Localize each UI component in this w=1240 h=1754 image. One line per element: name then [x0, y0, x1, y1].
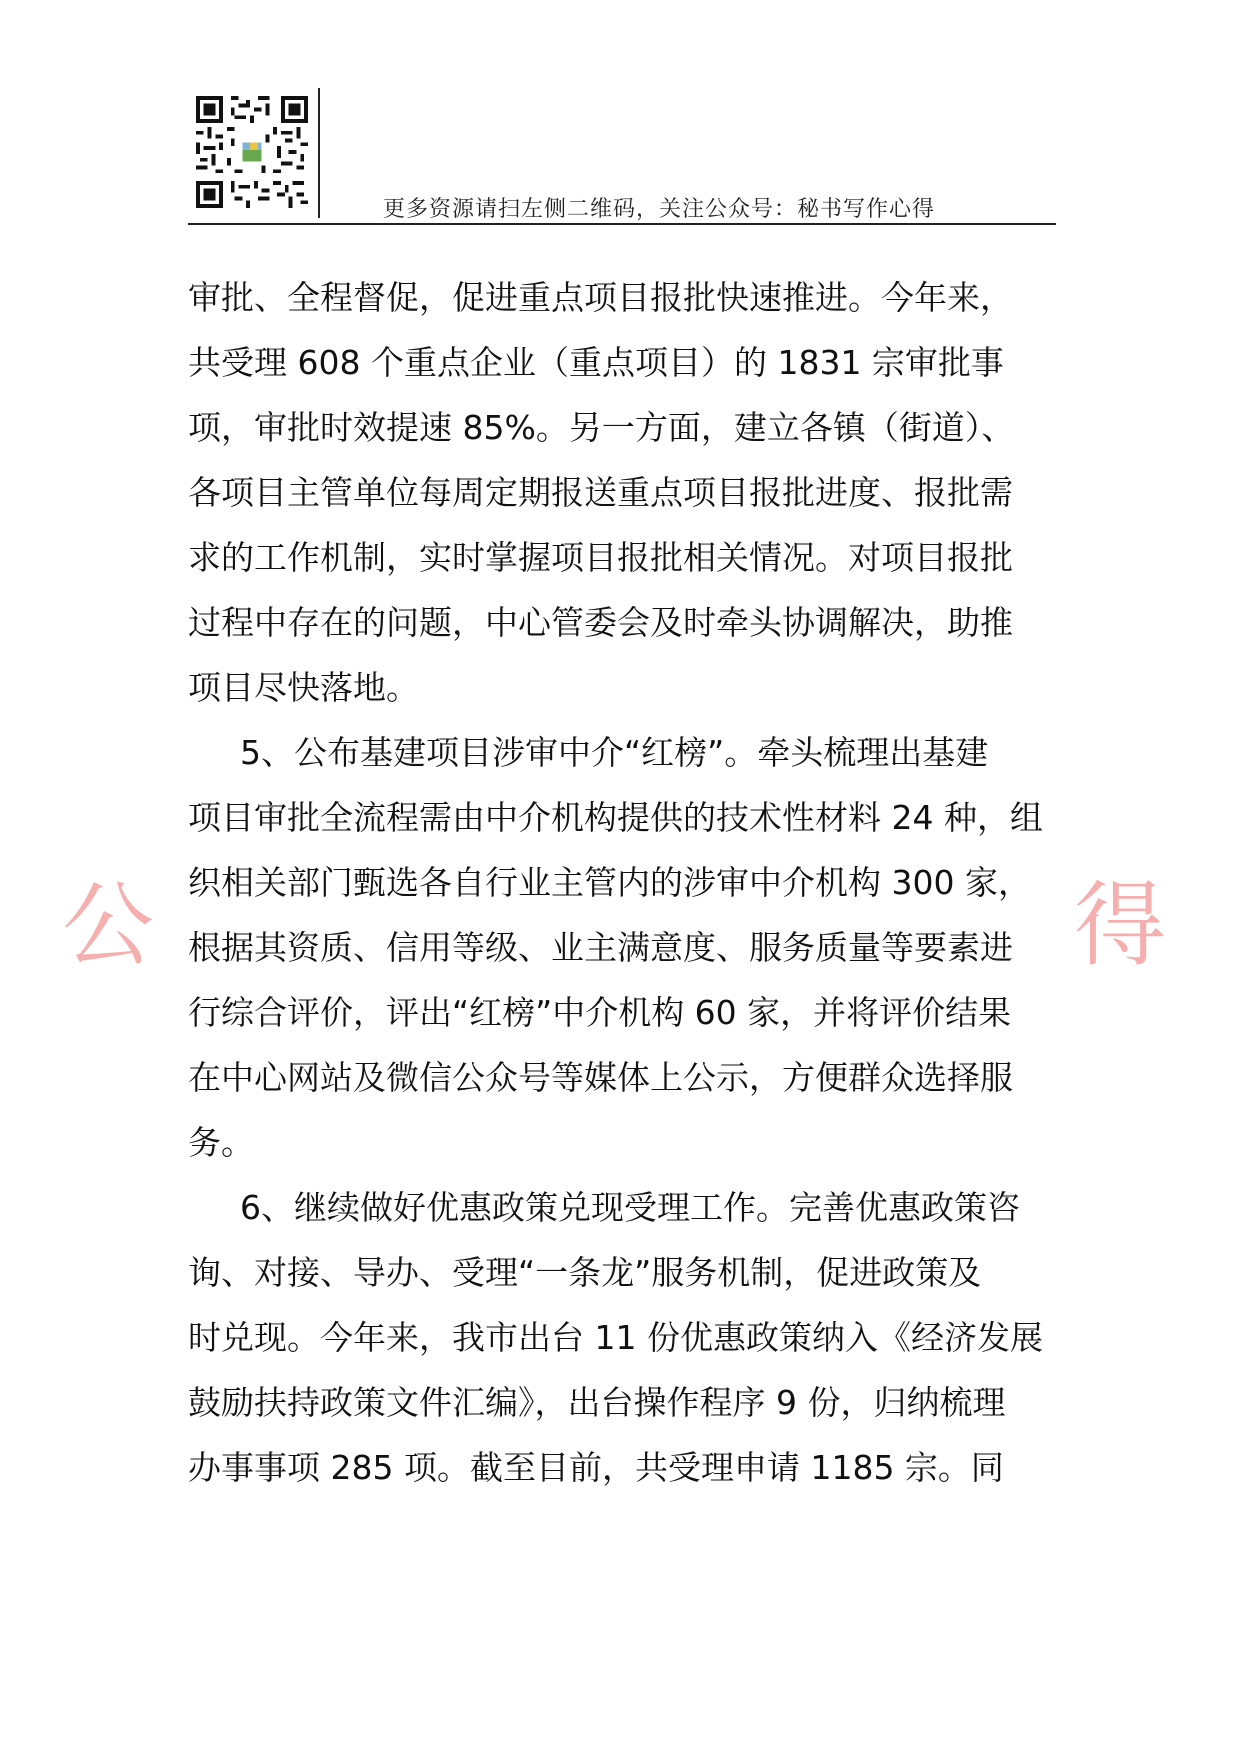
text-line: 共受理 608 个重点企业（重点项目）的 1831 宗审批事 — [188, 343, 1004, 382]
watermark-right: 得 — [1074, 872, 1167, 979]
text-line: 项目尽快落地。 — [188, 668, 419, 707]
qr-code-icon — [196, 96, 308, 208]
text-line: 询、对接、导办、受理“一条龙”服务机制，促进政策及 — [188, 1253, 982, 1292]
paragraph — [188, 720, 1056, 1175]
document-body — [188, 265, 1056, 1500]
text-line: 在中心网站及微信公众号等媒体上公示，方便群众选择服 — [188, 1058, 1013, 1097]
text-line: 各项目主管单位每周定期报送重点项目报批进度、报批需 — [188, 473, 1013, 512]
text-line: 6、继续做好优惠政策兑现受理工作。完善优惠政策咨 — [240, 1188, 1020, 1227]
paragraph — [188, 265, 1056, 720]
text-line: 项，审批时效提速 85%。另一方面，建立各镇（街道）、 — [188, 408, 1015, 447]
watermark-left: 公 — [62, 872, 155, 979]
paragraph — [188, 1175, 1056, 1500]
text-line: 时兑现。今年来，我市出台 11 份优惠政策纳入《经济发展 — [188, 1318, 1043, 1357]
text-line: 过程中存在的问题，中心管委会及时牵头协调解决，助推 — [188, 603, 1013, 642]
text-line: 求的工作机制，实时掌握项目报批相关情况。对项目报批 — [188, 538, 1013, 577]
text-line: 办事事项 285 项。截至目前，共受理申请 1185 宗。同 — [188, 1448, 1004, 1487]
qr-code — [196, 96, 308, 208]
text-line: 根据其资质、信用等级、业主满意度、服务质量等要素进 — [188, 928, 1013, 967]
text-line: 务。 — [188, 1123, 254, 1162]
text-line: 行综合评价，评出“红榜”中介机构 60 家，并将评价结果 — [188, 993, 1012, 1032]
text-line: 织相关部门甄选各自行业主管内的涉审中介机构 300 家， — [188, 863, 1031, 902]
text-line: 项目审批全流程需由中介机构提供的技术性材料 24 种，组 — [188, 798, 1043, 837]
header-divider-vertical — [318, 88, 320, 218]
text-line: 5、公布基建项目涉审中介“红榜”。牵头梳理出基建 — [240, 733, 989, 772]
header-rule — [188, 223, 1056, 225]
header-note: 更多资源请扫左侧二维码，关注公众号：秘书写作心得 — [383, 197, 936, 222]
text-line: 鼓励扶持政策文件汇编》，出台操作程序 9 份，归纳梳理 — [188, 1383, 1006, 1422]
text-line: 审批、全程督促，促进重点项目报批快速推进。今年来， — [188, 278, 1013, 317]
